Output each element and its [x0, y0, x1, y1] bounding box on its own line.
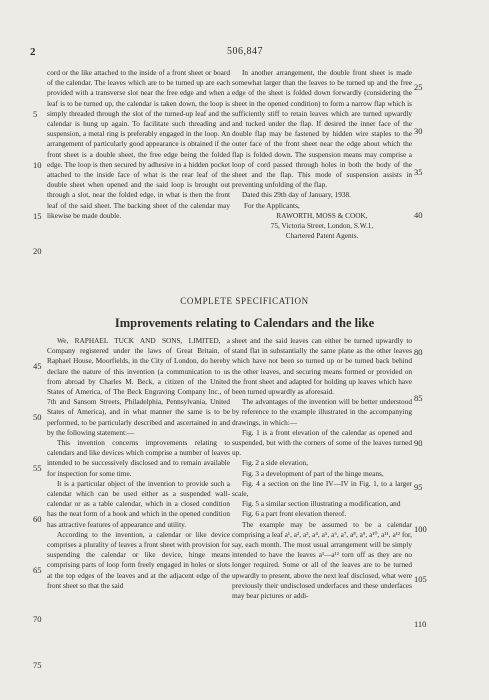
line-number: 40: [414, 210, 423, 220]
line-number: 95: [414, 482, 423, 492]
top-right-column: [232, 68, 412, 241]
paragraph: cord or the like attached to the inside of a front sheet or board of the calendar. The leaves which are to be turned up are each provided with a transverse slot near the free edge and when a leaf is to be turned up, the calendar is taken down, the loop is simply threaded through the slot of the turned-up leaf and the calendar is hung up again. To facilitate such threading and suspension, a metal ring is preferably engaged in the loop. An arrangement of particularly good appearance is obtained if the front sheet is a double sheet, the free edge being the folded edge. The loop is then secured by adhesive in a hidden pocket attached to the inside face of what is the rear leaf of the double sheet when opened and the said loop is brought out through a slot, near the folded edge, in what is then the front leaf of the said sheet. The backing sheet of the calendar may likewise be made double.: [47, 68, 230, 220]
line-number: 15: [33, 211, 42, 221]
paragraph: This invention concerns improvements relating to calendars and like devices which comprise a number of leaves intended to be successively disclosed and to remain available for inspection for some time.: [47, 438, 230, 478]
line-number: 80: [414, 347, 423, 357]
line-number: 85: [414, 393, 423, 403]
line-number: 10: [33, 160, 42, 170]
line-number: 90: [414, 438, 423, 448]
line-number: 75: [33, 660, 42, 670]
paragraph: The advantages of the invention will be better understood by reference to the example illustrated in the accompanying drawings, in which:—: [232, 397, 412, 427]
patent-number: 506,847: [227, 46, 263, 57]
line-number: 60: [33, 514, 42, 524]
bottom-right-column: [232, 336, 412, 601]
line-number: 30: [414, 126, 423, 136]
paragraph: According to the invention, a calendar or like device comprises a plurality of leaves a front sheet with provision for suspending the calendar or like device, hinge means comprising parts of loop form freely engaged in holes or slots at the top edges of the leaves and at the adjacent edge of the front sheet so that the said: [47, 529, 230, 590]
paragraph: Fig. 3 a development of part of the hinge means,: [242, 468, 384, 478]
line-number: 5: [33, 109, 38, 119]
line-number: 35: [414, 167, 423, 177]
line-number: 50: [33, 412, 42, 422]
specification-title: Improvements relating to Calendars and the like: [114, 316, 375, 330]
paragraph: In another arrangement, the double front sheet is made somewhat larger than the leaves to be turned up and the free edge of the sheet is folded down forwardly (considering the sheet in the opened condition) to form a narrow flap which is sufficiently stiff to retain leaves which are turned upwardly and tucked under the flap. If desired the inner face of the double flap may be fastened by hidden wire staples to the outer face of the front sheet near the edge about which the flap is folded down. The suspension means may comprise a loop of cord passed through holes in both the body of the sheet and the flap. This mode of suspension assists in preventing unfolding of the flap.: [232, 68, 412, 190]
line-number: 45: [33, 361, 42, 371]
bottom-left-column: [47, 336, 230, 591]
firm-name: RAWORTH, MOSS & COOK,: [276, 210, 368, 220]
top-left-column: [47, 68, 230, 221]
applicants-line: For the Applicants,: [244, 200, 300, 210]
complete-specification-heading: COMPLETE SPECIFICATION: [180, 296, 309, 306]
line-number: 65: [33, 565, 42, 575]
line-number: 110: [414, 619, 427, 629]
line-number: 20: [33, 246, 42, 256]
paragraph: We, RAPHAEL TUCK AND SONS, LIMITED, a Company registered under the laws of Great Britain, of Raphael House, Moorfields, in the City of London, do hereby declare the nature of this invention (a communication to us from abroad by Charles M. Beck, a citizen of the United States of America, of The Beck Engraving Company Inc., of 7th and Sansom Streets, Philadelphia, Pennsylvania, United States of America), and in what manner the same is to be performed, to be particularly described and ascertained in and by the following statement:—: [47, 336, 230, 437]
paragraph: Fig. 2 a side elevation,: [242, 458, 309, 468]
line-number: 55: [33, 463, 42, 473]
paragraph: Fig. 6 a part front elevation thereof.: [242, 509, 347, 519]
dated-line: Dated this 29th day of January, 1938.: [242, 190, 351, 200]
paragraph: Fig. 4 a section on the line IV—IV in Fig. 1, to a larger scale,: [232, 478, 412, 499]
paragraph: sheet and the said leaves can either be turned upwardly to stand flat in substantially the same plane as the other leaves which have not been so turned up or be turned back behind the other leaves, and securing means formed or provided on the front sheet and adapted for holding up leaves which have been turned upwardly as aforesaid.: [232, 336, 412, 397]
paragraph: The example may be assumed to be a calendar comprising a leaf a¹, a², a³, a⁴, a⁵, a⁶, a⁷, a⁸, a⁹, a¹⁰, a¹¹, a¹² for, say, each month. The most usual arrangement will be simply intended to have the leaves a¹—a¹² torn off as they are no longer required. Some or all of the leaves are to be turned upwardly to present, above the next leaf disclosed, what were previously their undisclosed underfaces and these underfaces may bear pictures or addi-: [232, 519, 412, 601]
line-number: 25: [414, 82, 423, 92]
line-number: 100: [414, 524, 427, 534]
firm-role: Chartered Patent Agents.: [285, 231, 359, 241]
page-number: 2: [30, 46, 36, 58]
line-number: 105: [414, 574, 427, 584]
firm-address: 75, Victoria Street, London, S.W.1,: [270, 221, 374, 231]
line-number: 70: [33, 614, 42, 624]
paragraph: Fig. 5 a similar section illustrating a modification, and: [242, 499, 401, 509]
paragraph: Fig. 1 is a front elevation of the calendar as opened and suspended, but with the corners of some of the leaves turned up.: [232, 427, 412, 458]
paragraph: It is a particular object of the invention to provide such a calendar which can be used either as a suspended wall-calendar or as a table calendar, which in a closed condition has the neat form of a book and which in the opened condition has attractive features of appearance and utility.: [47, 478, 230, 529]
